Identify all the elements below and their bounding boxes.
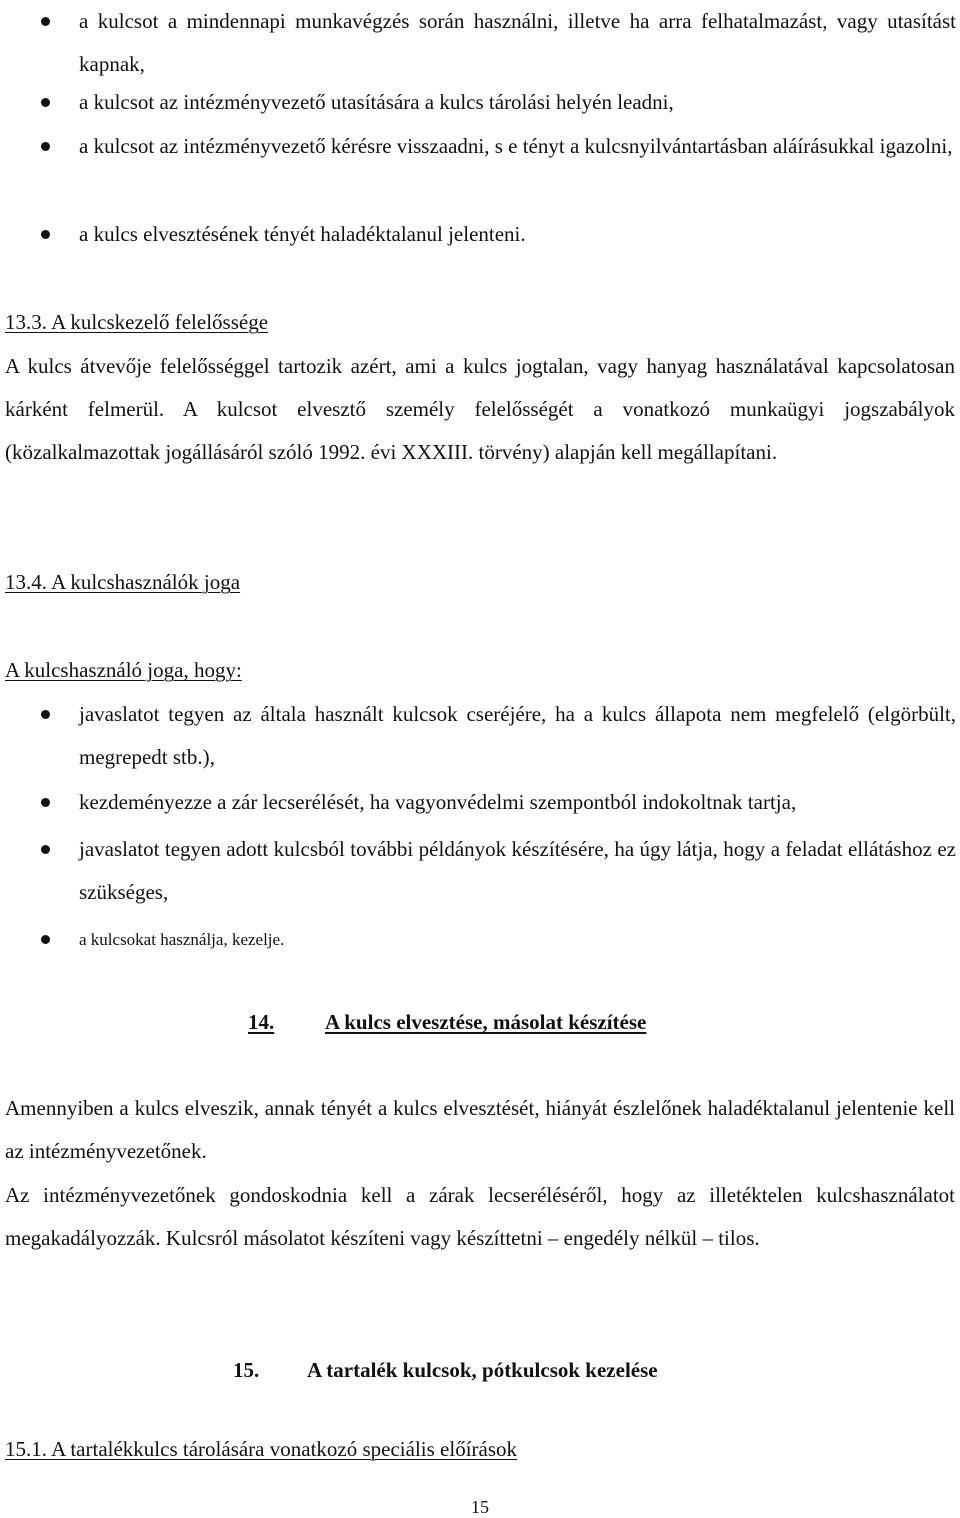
list-item-text: javaslatot tegyen adott kulcsból további példányok készítésére, ha úgy látja, hogy a feladat ellátáshoz ez szükséges, [79, 837, 956, 904]
bullet-icon [41, 845, 50, 854]
section-15-1-heading [5, 1428, 955, 1471]
bullet-icon [41, 798, 50, 807]
list-item-text: a kulcsot az intézményvezető utasítására a kulcs tárolási helyén leadni, [79, 90, 674, 114]
section-13-4-heading-text: 13.4. A kulcshasználók joga [5, 570, 241, 594]
section-14-number: 14. [248, 1010, 275, 1034]
section-15-title: A tartalék kulcsok, pótkulcsok kezelése [307, 1358, 658, 1382]
section-14-paragraph-2: Az intézményvezetőnek gondoskodnia kell a zárak lecseréléséről, hogy az illetéktelen kulcshasználatot megakadályozzák. Kulcsról másolatot készíteni vagy készíttetni – engedély nélkül – tilos. [5, 1183, 955, 1250]
list-item-text: a kulcs elvesztésének tényét haladéktalanul jelenteni. [79, 222, 526, 246]
list-item-text: javaslatot tegyen az általa használt kulcsok cseréjére, ha a kulcs állapota nem megfelelő (elgörbült, megrepedt stb.), [79, 702, 956, 769]
bullet-icon [41, 17, 50, 26]
section-13-3-heading [5, 301, 955, 344]
bullet-icon [41, 230, 50, 239]
section-14-heading [248, 1001, 274, 1044]
page-number: 15 [471, 1497, 489, 1517]
bullet-icon [41, 98, 50, 107]
section-13-4-intro [5, 649, 955, 692]
list-item-text: a kulcsot az intézményvezető kérésre visszaadni, s e tényt a kulcsnyilvántartásban aláírásukkal igazolni, [79, 134, 953, 158]
section-13-4-heading [5, 561, 955, 604]
bullet-icon [41, 142, 50, 151]
list-item-text: a kulcsokat használja, kezelje. [79, 930, 285, 949]
section-14-title-text: A kulcs elvesztése, másolat készítése [325, 1010, 647, 1034]
bullet-icon [41, 935, 50, 944]
section-14-title [325, 1001, 646, 1044]
section-15-number: 15. [233, 1358, 260, 1382]
bullet-icon [41, 710, 50, 719]
list-item-text: a kulcsot a mindennapi munkavégzés során használni, illetve ha arra felhatalmazást, vagy utasítást kapnak, [79, 9, 956, 76]
section-15-1-heading-text: 15.1. A tartalékkulcs tárolására vonatkozó speciális előírások [5, 1437, 518, 1461]
section-13-3-heading-text: 13.3. A kulcskezelő felelőssége [5, 310, 269, 334]
list-item-text: kezdeményezze a zár lecserélését, ha vagyonvédelmi szempontból indokoltnak tartja, [79, 790, 797, 814]
section-14-paragraph-1: Amennyiben a kulcs elveszik, annak tényét a kulcs elvesztését, hiányát észlelőnek haladéktalanul jelentenie kell az intézményvezetőnek. [5, 1096, 955, 1163]
section-13-4-intro-text: A kulcshasználó joga, hogy: [5, 658, 242, 682]
section-13-3-body: A kulcs átvevője felelősséggel tartozik azért, ami a kulcs jogtalan, vagy hanyag használatával kapcsolatosan kárként felmerül. A kulcsot elvesztő személy felelősségét a vonatkozó munkaügyi jogszabályok (közalkalmazottak jogállásáról szóló 1992. évi XXXIII. törvény) alapján kell megállapítani. [5, 354, 955, 464]
